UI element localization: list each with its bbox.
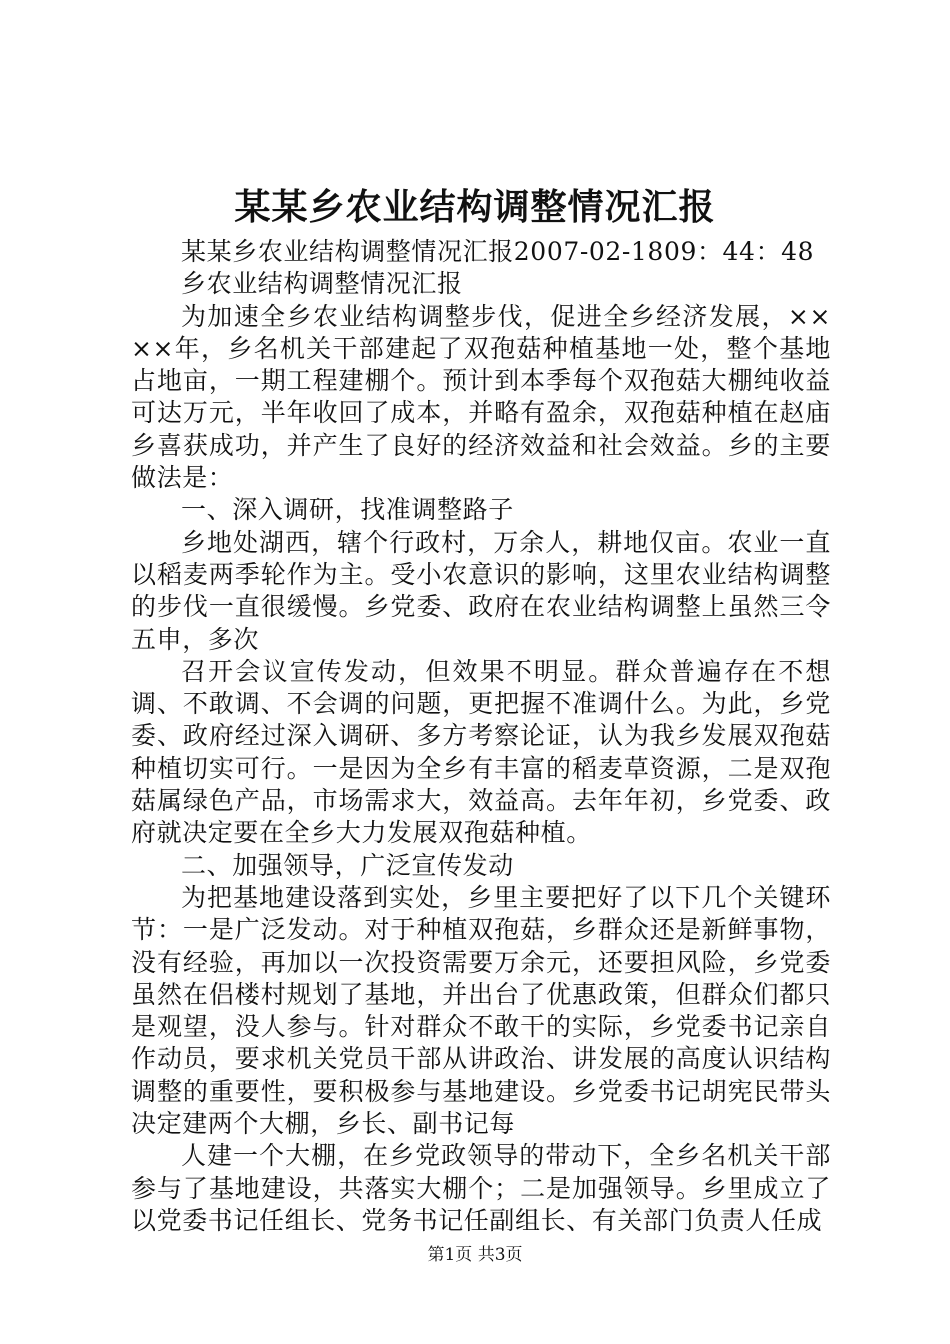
paragraph-intro: 为加速全乡农业结构调整步伐，促进全乡经济发展，××××年，乡名机关干部建起了双孢菇种植基地一处，整个基地占地亩，一期工程建棚个。预计到本季每个双孢菇大棚纯收益可达万元，半年收回了成本，并略有盈余，双孢菇种植在赵庙乡喜获成功，并产生了良好的经济效益和社会效益。乡的主要做法是： — [131, 301, 831, 493]
page-footer: 第1页 共3页 — [427, 1245, 523, 1265]
paragraph-subtitle: 乡农业结构调整情况汇报 — [181, 269, 463, 299]
paragraph-section-2a: 为把基地建设落到实处，乡里主要把好了以下几个关键环节：一是广泛发动。对于种植双孢菇，乡群众还是新鲜事物，没有经验，再加以一次投资需要万余元，还要担风险，乡党委虽然在侣楼村规划了基地，并出台了优惠政策，但群众们都只是观望，没人参与。针对群众不敢干的实际，乡党委书记亲自作动员，要求机关党员干部从讲政治、讲发展的高度认识结构调整的重要性，要积极参与基地建设。乡党委书记胡宪民带头决定建两个大棚，乡长、副书记每 — [131, 882, 831, 1139]
document-title: 某某乡农业结构调整情况汇报 — [234, 186, 716, 228]
paragraph-section-2b: 人建一个大棚，在乡党政领导的带动下，全乡名机关干部参与了基地建设，共落实大棚个；二是加强领导。乡里成立了以党委书记任组长、党务书记任副组长、有关部门负责人任成 — [131, 1141, 831, 1235]
paragraph-section-1a: 乡地处湖西，辖个行政村，万余人，耕地仅亩。农业一直以稻麦两季轮作为主。受小农意识的影响，这里农业结构调整的步伐一直很缓慢。乡党委、政府在农业结构调整上虽然三令五申，多次 — [131, 527, 831, 654]
paragraph-section-1b: 召开会议宣传发动，但效果不明显。群众普遍存在不想调、不敢调、不会调的问题，更把握不准调什么。为此，乡党委、政府经过深入调研、多方考察论证，认为我乡发展双孢菇种植切实可行。一是因为全乡有丰富的稻麦草资源，二是双孢菇属绿色产品，市场需求大，效益高。去年年初，乡党委、政府就决定要在全乡大力发展双孢菇种植。 — [131, 656, 831, 848]
paragraph-source-line: 某某乡农业结构调整情况汇报2007-02-1809：44：48 — [181, 237, 815, 266]
section-heading-1: 一、深入调研，找准调整路子 — [181, 495, 514, 525]
section-heading-2: 二、加强领导，广泛宣传发动 — [181, 850, 514, 880]
document-body — [131, 236, 831, 1237]
